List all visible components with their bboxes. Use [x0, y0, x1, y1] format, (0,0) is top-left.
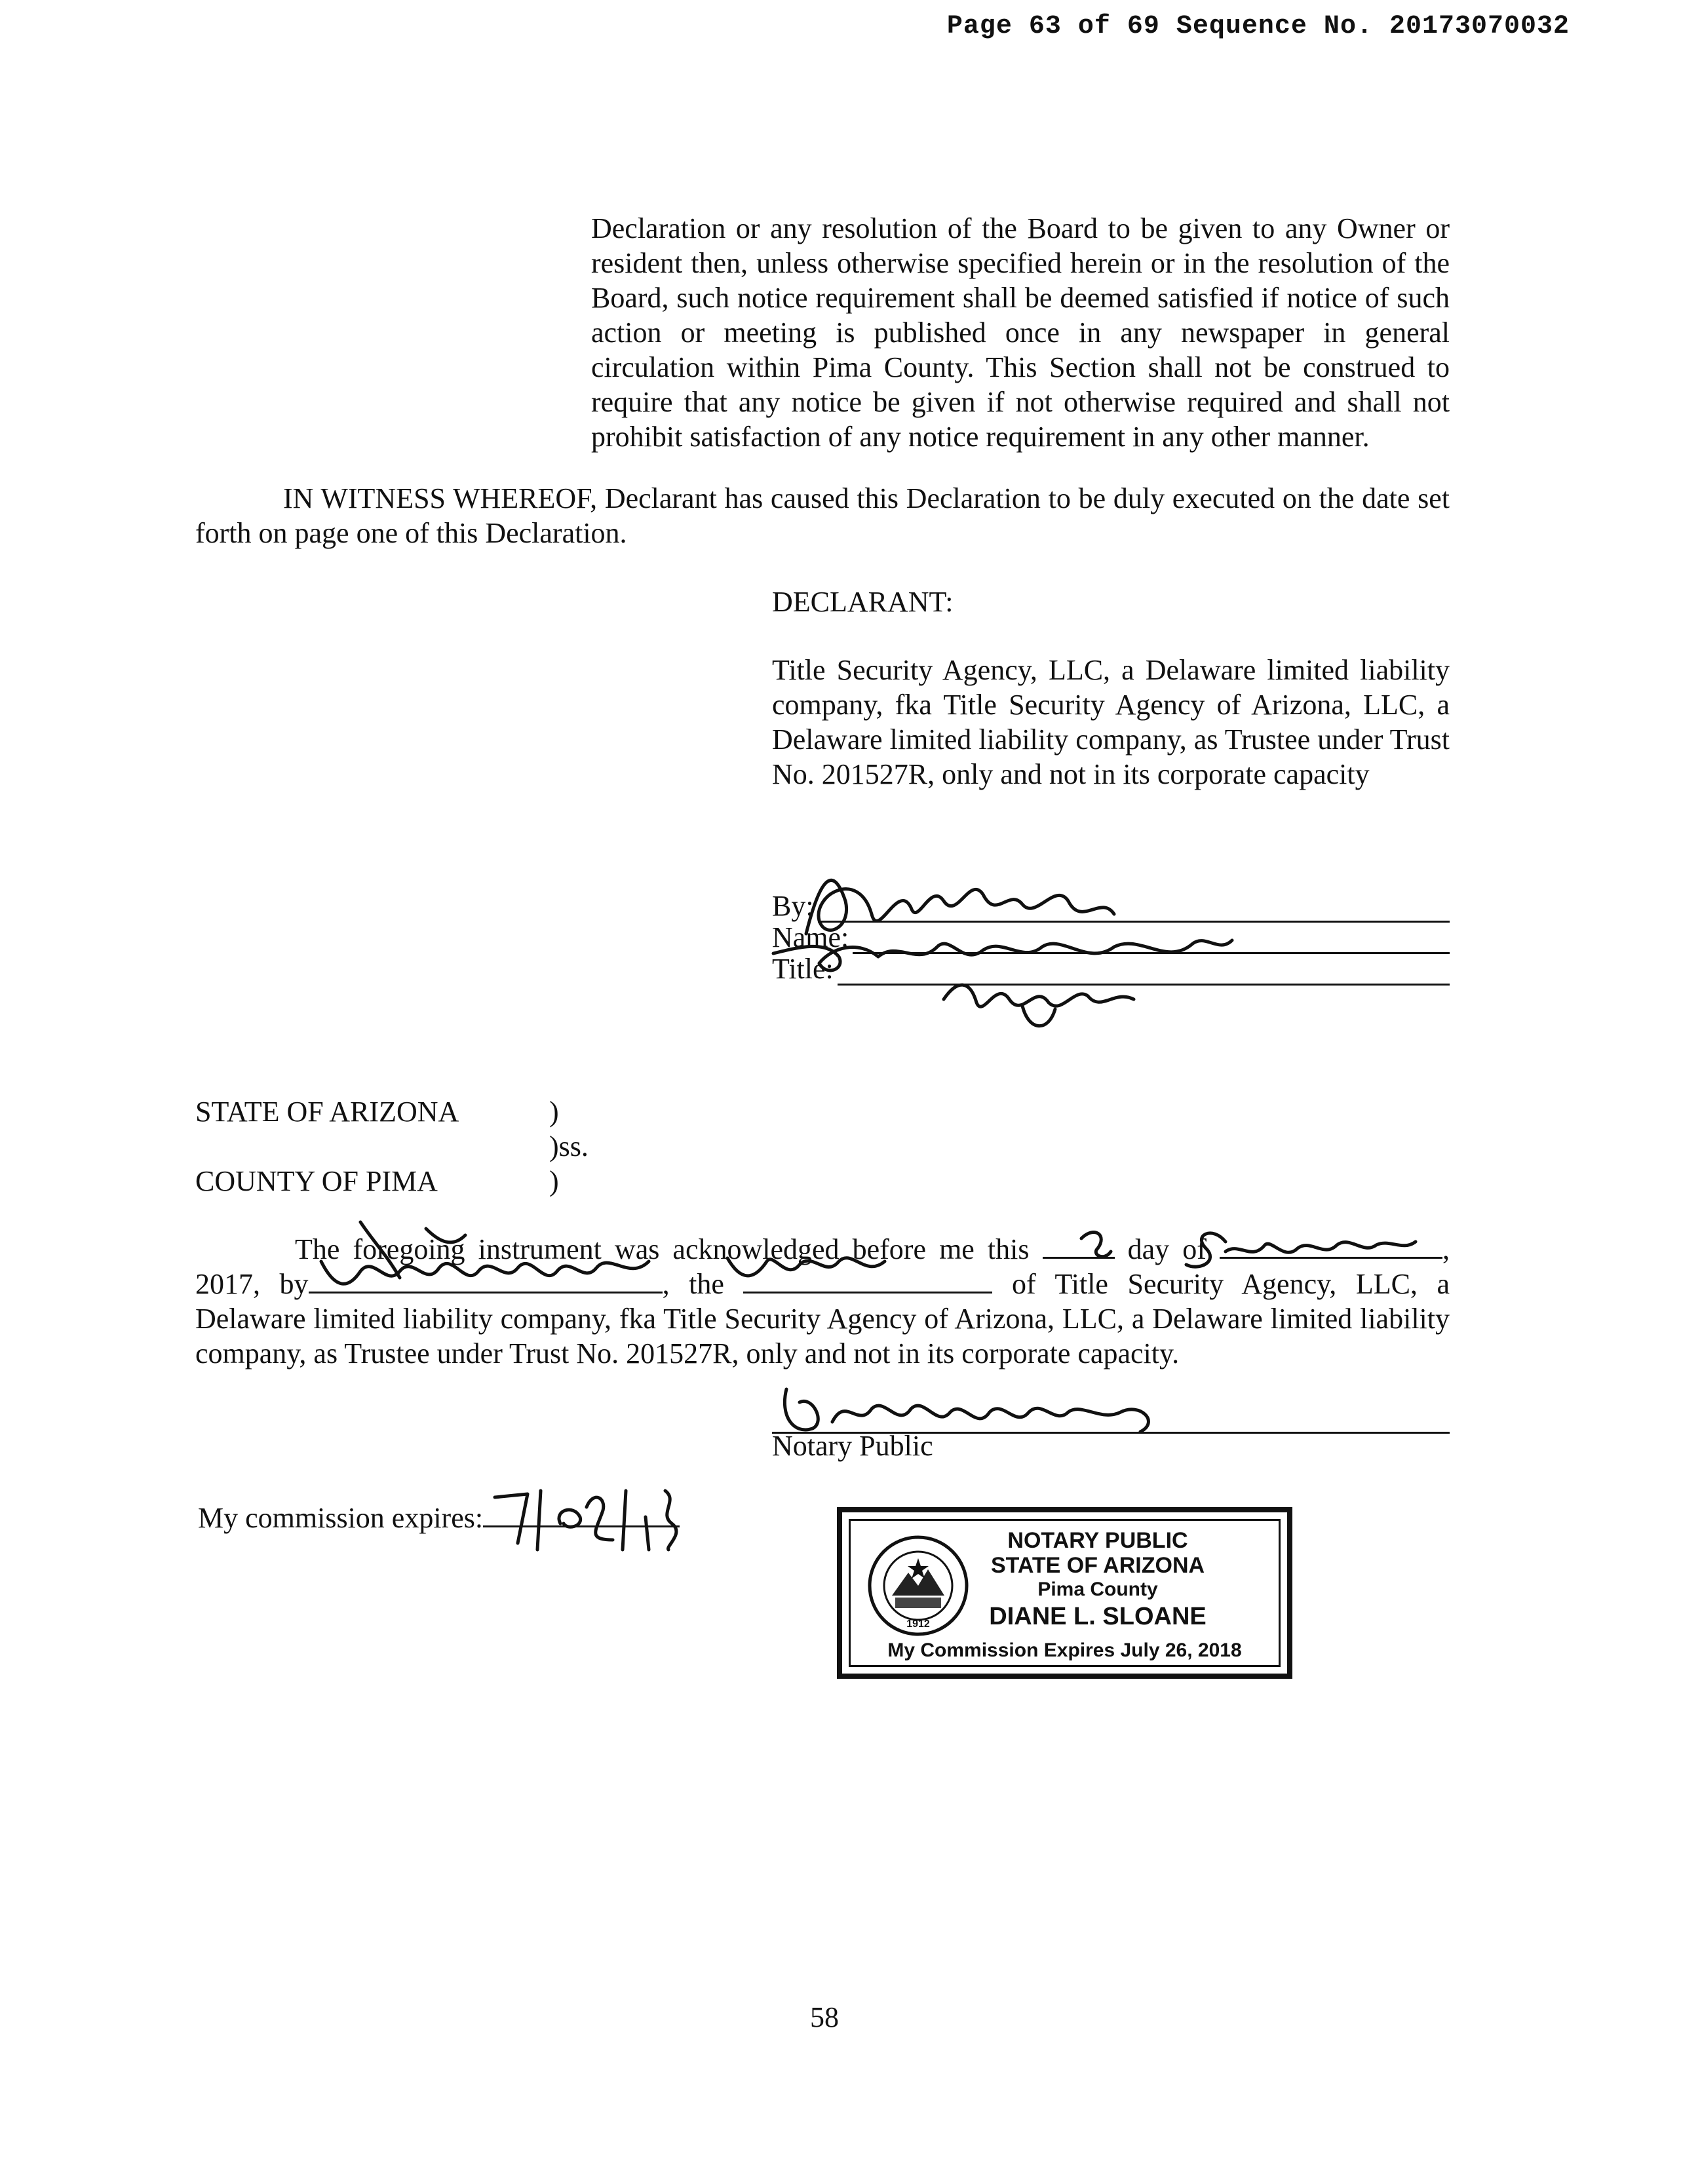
title-label: Title:	[772, 953, 834, 985]
venue-paren-bottom: )	[549, 1165, 559, 1197]
signature-by-row	[772, 891, 1450, 923]
by-label: By:	[772, 890, 814, 922]
ack-text-5: of Title Security Agency, LLC, a Delaware limited liability company, fka Title Security Agency of Arizona, LLC, a Delaware limited liability company, as Trustee under Trust No. 201527R, only and not in its corporate capacity.	[195, 1268, 1450, 1370]
notice-paragraph: Declaration or any resolution of the Board to be given to any Owner or resident then, unless otherwise specified herein or in the resolution of the Board, such notice requirement shall be deemed satisfied if notice of such action or meeting is published once in any newspaper in general circulation within Pima County. This Section shall not be construed to require that any notice be given if not otherwise required and shall not prohibit satisfaction of any notice requirement in any other manner.	[591, 212, 1450, 453]
commission-label: My commission expires:	[198, 1502, 484, 1534]
signature-block	[772, 891, 1450, 986]
stamp-commission-expiry: My Commission Expires July 26, 2018	[887, 1639, 1242, 1661]
name-label: Name:	[772, 921, 849, 953]
page-number: 58	[810, 2001, 839, 2033]
witness-paragraph	[195, 481, 1450, 550]
stamp-line-name: DIANE L. SLOANE	[989, 1603, 1207, 1630]
seal-year: 1912	[906, 1619, 930, 1630]
signature-name-row	[772, 923, 1450, 954]
title-line	[838, 960, 1450, 986]
ack-text-2: day of	[1127, 1233, 1207, 1265]
stamp-line-notary: NOTARY PUBLIC	[1007, 1528, 1188, 1553]
county-label: COUNTY OF PIMA	[195, 1165, 438, 1197]
page-header: Page 63 of 69 Sequence No. 20173070032	[946, 12, 1570, 41]
signer-title-blank	[743, 1268, 992, 1293]
stamp-line-state: STATE OF ARIZONA	[990, 1553, 1205, 1578]
ack-text-4: , the	[662, 1268, 724, 1300]
commission-expires	[198, 1501, 680, 1535]
arizona-seal-icon	[866, 1533, 971, 1638]
month-blank	[1220, 1233, 1442, 1259]
signature-title-row	[772, 954, 1450, 986]
declarant-description: Title Security Agency, LLC, a Delaware limited liability company, fka Title Security Agency of Arizona, LLC, a Delaware limited liability company, as Trustee under Trust No. 201527R, only and not in its corporate capacity	[772, 654, 1450, 790]
witness-text: IN WITNESS WHEREOF, Declarant has caused this Declaration to be duly executed on the date set forth on page one of this Declaration.	[195, 482, 1450, 549]
stamp-text	[980, 1528, 1216, 1632]
ack-text-3: 2017, by	[195, 1268, 309, 1300]
notary-public-label: Notary Public	[772, 1430, 933, 1462]
by-line	[818, 897, 1450, 923]
name-line	[853, 929, 1450, 954]
commission-date-blank	[483, 1502, 680, 1527]
venue-block	[195, 1094, 589, 1198]
venue-ss: )ss.	[549, 1130, 589, 1162]
signer-name-blank	[309, 1268, 663, 1293]
declarant-label: DECLARANT:	[772, 586, 954, 618]
day-blank	[1043, 1233, 1115, 1259]
state-label: STATE OF ARIZONA	[195, 1096, 459, 1128]
ack-text-1: The foregoing instrument was acknowledged before me this	[295, 1233, 1030, 1265]
notary-stamp	[837, 1507, 1292, 1679]
stamp-line-county: Pima County	[1037, 1579, 1158, 1600]
venue-paren-top: )	[549, 1096, 559, 1128]
acknowledgment-paragraph: The foregoing instrument was acknowledged before me this day of , 2017, by , the of Title Security Agency, LLC, a Delaware limited liability company, fka Title Security Agency of Arizona, LLC, a Delaware limited liability company, as Trustee under Trust No. 201527R, only and not in its corporate capacity.	[195, 1233, 1450, 1370]
